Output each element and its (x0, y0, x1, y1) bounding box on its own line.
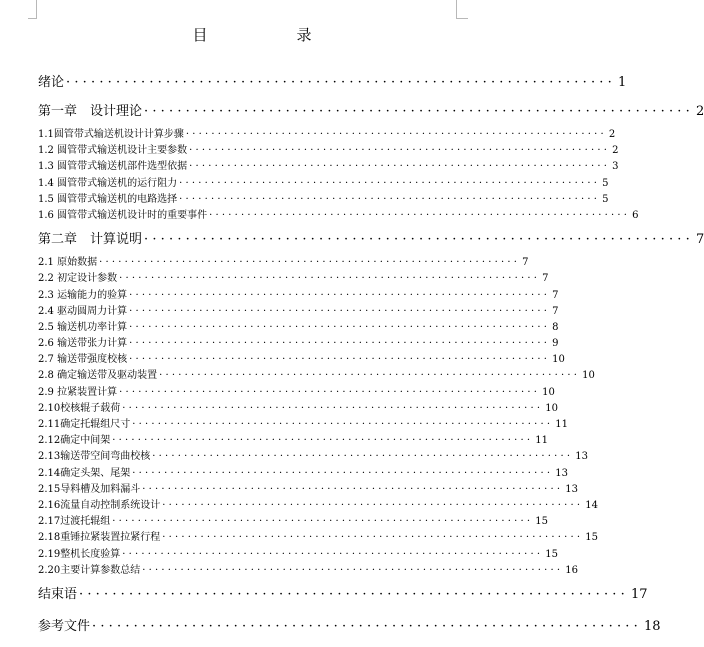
crop-mark-top-right-horizontal (456, 18, 468, 19)
toc-dot-leader: ·································································· (129, 338, 551, 350)
toc-entry-label: 第一章 设计理论 (38, 104, 143, 119)
toc-entry-label: 第二章 计算说明 (38, 232, 143, 248)
toc-chapter-entry[interactable] (38, 582, 648, 608)
toc-entry-label: 1.3 圆管带式输送机部件选型依据 (38, 161, 188, 173)
toc-section-entry[interactable] (38, 547, 558, 563)
toc-dot-leader: ·································································· (129, 354, 551, 366)
toc-dot-leader: ·································································· (152, 451, 574, 463)
toc-section-entry[interactable] (38, 127, 616, 143)
toc-section-entry[interactable] (38, 320, 559, 336)
toc-dot-leader: ·································································· (142, 564, 564, 576)
toc-entry-label: 2.14确定头架、尾架 (38, 467, 131, 479)
toc-dot-leader: ·································································· (129, 321, 551, 333)
toc-dot-leader: ·································································· (92, 618, 642, 634)
toc-section-entry[interactable] (38, 192, 609, 208)
toc-entry-page-number: 10 (582, 370, 595, 382)
toc-entry-label: 1.6 圆管带式输送机设计时的重要事件 (38, 209, 208, 221)
toc-entry-page-number: 5 (602, 177, 609, 189)
toc-entry-page-number: 18 (643, 618, 661, 634)
toc-chapter-entry[interactable] (38, 99, 704, 125)
toc-entry-label: 1.5 圆管带式输送机的电路选择 (38, 193, 178, 205)
toc-entry-page-number: 11 (555, 419, 568, 430)
toc-entry-page-number: 1 (617, 75, 627, 90)
toc-section-entry[interactable] (38, 288, 559, 304)
toc-entry-page-number: 2 (695, 104, 704, 119)
toc-entry-label: 2.20主要计算参数总结 (38, 564, 141, 576)
toc-section-entry[interactable] (38, 143, 619, 159)
toc-entry-page-number: 7 (542, 273, 549, 285)
toc-entry-page-number: 2 (612, 145, 619, 157)
toc-entry-page-number: 3 (612, 161, 619, 173)
toc-dot-leader: ·································································· (179, 177, 601, 189)
toc-entry-page-number: 15 (585, 532, 598, 544)
toc-entry-label: 2.2 初定设计参数 (38, 273, 118, 285)
toc-entry-label: 绪论 (38, 75, 65, 90)
table-of-contents (38, 70, 704, 640)
toc-entry-page-number: 7 (695, 232, 704, 248)
toc-entry-label: 2.3 运输能力的验算 (38, 289, 128, 301)
toc-chapter-entry[interactable] (38, 70, 627, 96)
toc-entry-label: 2.10校核辊子载荷 (38, 402, 121, 414)
toc-title-right: 录 (296, 26, 313, 44)
toc-section-entry[interactable] (38, 449, 588, 465)
toc-entry-label: 参考文件 (38, 618, 91, 634)
toc-section-entry[interactable] (38, 433, 548, 449)
toc-entry-page-number: 17 (630, 586, 648, 602)
toc-dot-leader: ·································································· (129, 289, 551, 301)
toc-section-entry[interactable] (38, 563, 578, 579)
toc-entry-label: 2.1 原始数据 (38, 257, 98, 269)
toc-entry-label: 1.1圆管带式输送机设计计算步骤 (38, 129, 184, 140)
toc-dot-leader: ·································································· (66, 75, 616, 90)
toc-section-entry[interactable] (38, 271, 549, 287)
toc-entry-label: 2.17过渡托辊组 (38, 516, 111, 528)
toc-section-entry[interactable] (38, 208, 639, 224)
toc-dot-leader: ·································································· (119, 273, 541, 285)
toc-dot-leader: ·································································· (144, 104, 694, 119)
toc-dot-leader: ·································································· (189, 145, 611, 157)
toc-entry-page-number: 2 (608, 129, 616, 140)
toc-entry-page-number: 5 (602, 193, 609, 205)
toc-dot-leader: ·································································· (79, 586, 629, 602)
toc-section-entry[interactable] (38, 530, 598, 546)
toc-dot-leader: ·································································· (132, 419, 554, 430)
toc-entry-label: 1.2 圆管带式输送机设计主要参数 (38, 145, 188, 157)
toc-dot-leader: ·································································· (112, 516, 534, 528)
toc-entry-page-number: 13 (555, 467, 568, 479)
toc-section-entry[interactable] (38, 498, 598, 514)
crop-mark-top-right (456, 0, 457, 18)
toc-entry-page-number: 9 (552, 338, 559, 350)
toc-entry-page-number: 10 (545, 402, 558, 414)
toc-dot-leader: ·································································· (99, 257, 521, 269)
toc-section-entry[interactable] (38, 417, 568, 433)
toc-section-entry[interactable] (38, 159, 619, 175)
toc-dot-leader: ·································································· (112, 435, 534, 447)
toc-dot-leader: ·································································· (185, 129, 607, 140)
toc-entry-page-number: 13 (575, 451, 588, 463)
toc-entry-page-number: 7 (552, 289, 559, 301)
toc-dot-leader: ·································································· (144, 232, 694, 248)
toc-entry-page-number: 11 (535, 435, 548, 447)
toc-entry-label: 2.11确定托辊组尺寸 (38, 419, 131, 430)
toc-entry-page-number: 7 (552, 305, 559, 317)
toc-entry-page-number: 10 (542, 386, 555, 398)
toc-entry-page-number: 13 (565, 483, 578, 495)
toc-section-entry[interactable] (38, 482, 578, 498)
toc-dot-leader: ·································································· (162, 532, 584, 544)
toc-section-entry[interactable] (38, 304, 559, 320)
toc-dot-leader: ·································································· (159, 370, 581, 382)
toc-dot-leader: ·································································· (142, 483, 564, 495)
toc-chapter-entry[interactable] (38, 614, 661, 640)
toc-entry-label: 2.9 拉紧装置计算 (38, 386, 118, 398)
toc-dot-leader: ·································································· (132, 467, 554, 479)
toc-dot-leader: ·································································· (162, 499, 584, 511)
toc-section-entry[interactable] (38, 466, 568, 482)
toc-dot-leader: ·································································· (179, 193, 601, 205)
toc-title-left: 目 (192, 26, 209, 44)
toc-entry-page-number: 7 (522, 257, 529, 269)
toc-entry-page-number: 8 (552, 321, 559, 333)
toc-entry-label: 2.12确定中间架 (38, 435, 111, 447)
toc-entry-page-number: 15 (545, 548, 558, 560)
toc-entry-label: 2.19整机长度验算 (38, 548, 121, 560)
toc-entry-label: 2.13输送带空间弯曲校核 (38, 451, 151, 463)
toc-dot-leader: ·································································· (129, 305, 551, 317)
toc-entry-page-number: 10 (552, 354, 565, 366)
toc-entry-label: 2.15导料槽及加料漏斗 (38, 483, 141, 495)
toc-entry-page-number: 15 (535, 516, 548, 528)
toc-entry-page-number: 14 (585, 499, 598, 511)
toc-entry-label: 2.6 输送带张力计算 (38, 338, 128, 350)
toc-entry-page-number: 16 (565, 564, 578, 576)
toc-dot-leader: ·································································· (119, 386, 541, 398)
crop-mark-top-left-horizontal (28, 18, 37, 19)
toc-entry-label: 2.8 确定输送带及驱动装置 (38, 370, 158, 382)
toc-section-entry[interactable] (38, 385, 555, 401)
toc-section-entry[interactable] (38, 368, 595, 384)
toc-entry-label: 2.16流量自动控制系统设计 (38, 499, 161, 511)
toc-section-entry[interactable] (38, 255, 529, 271)
toc-entry-label: 1.4 圆管带式输送机的运行阻力 (38, 177, 178, 189)
crop-mark-top-left (36, 0, 37, 18)
toc-section-entry[interactable] (38, 401, 558, 417)
toc-entry-label: 结束语 (38, 586, 78, 602)
toc-dot-leader: ·································································· (122, 548, 544, 560)
toc-entry-label: 2.4 驱动圆周力计算 (38, 305, 128, 317)
toc-title (0, 24, 505, 45)
toc-entry-label: 2.7 输送带强度校核 (38, 354, 128, 366)
toc-section-entry[interactable] (38, 176, 609, 192)
toc-section-entry[interactable] (38, 336, 559, 352)
toc-section-entry[interactable] (38, 514, 548, 530)
toc-section-entry[interactable] (38, 352, 565, 368)
toc-dot-leader: ·································································· (122, 402, 544, 414)
toc-chapter-entry[interactable] (38, 227, 704, 253)
toc-dot-leader: ·································································· (209, 209, 631, 221)
toc-entry-label: 2.18重锤拉紧装置拉紧行程 (38, 532, 161, 544)
toc-entry-label: 2.5 输送机功率计算 (38, 321, 128, 333)
toc-dot-leader: ·································································· (189, 161, 611, 173)
toc-entry-page-number: 6 (632, 209, 639, 221)
